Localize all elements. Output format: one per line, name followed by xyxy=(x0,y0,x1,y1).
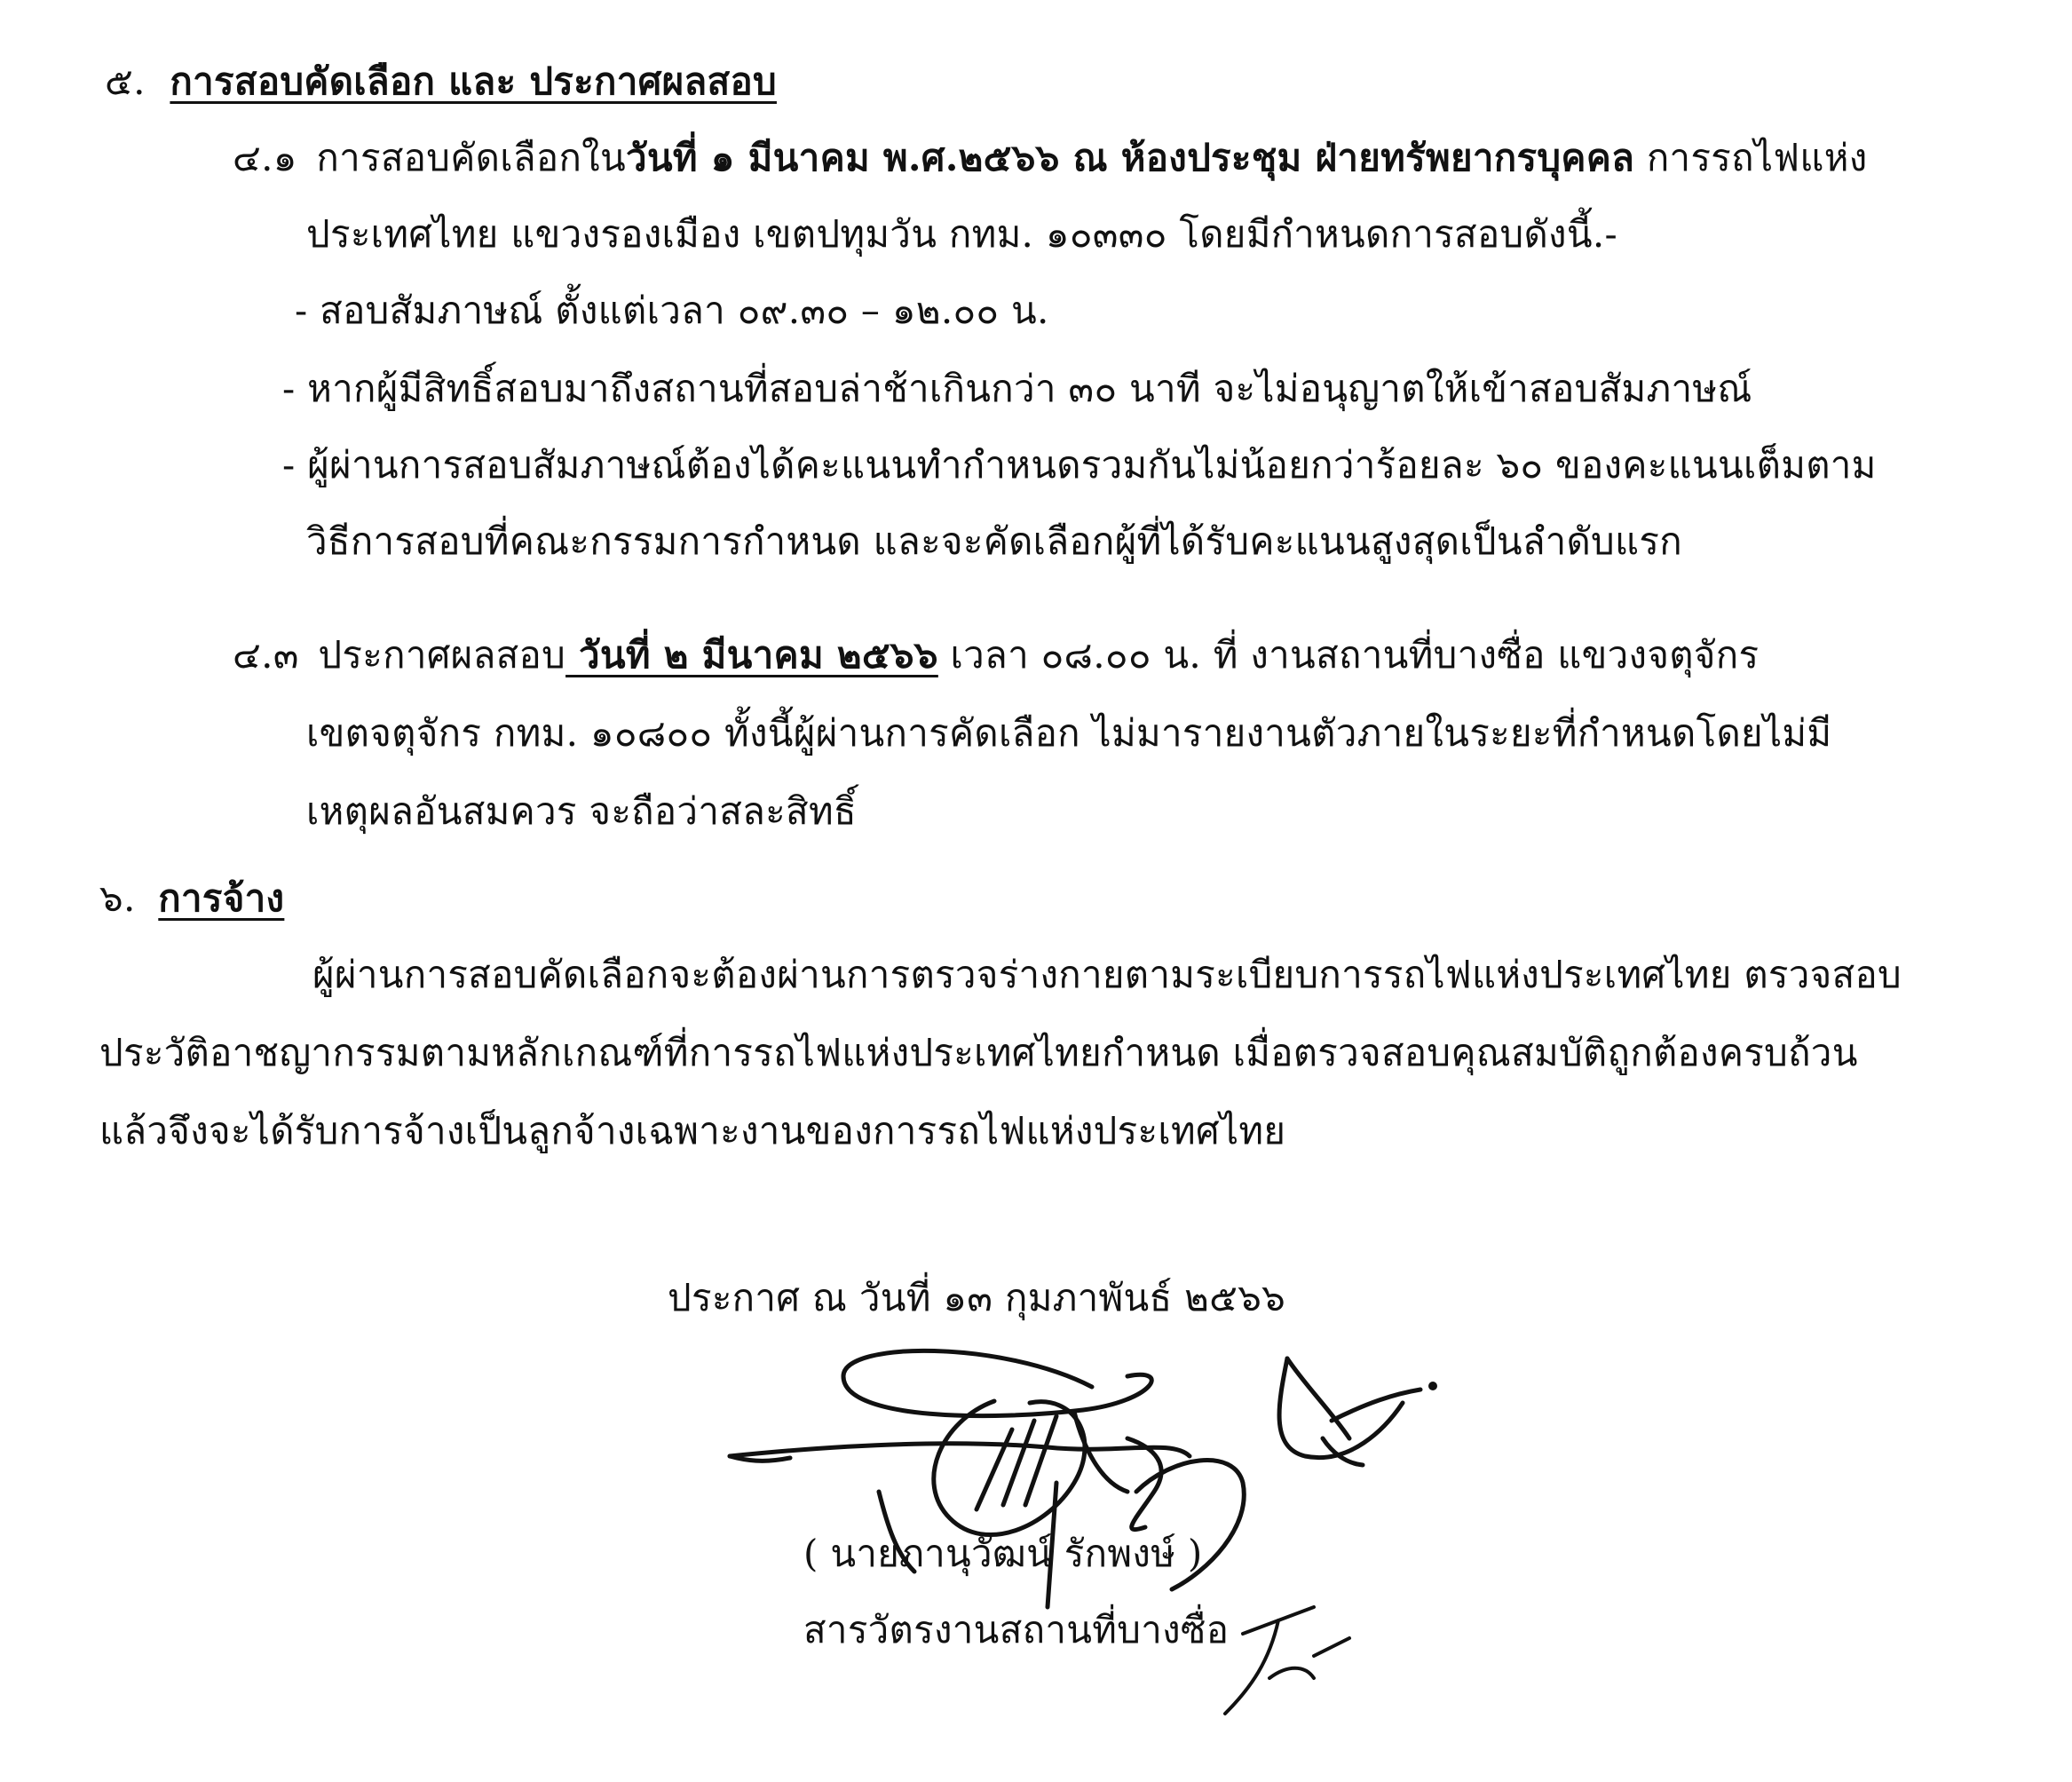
signer-name: ( นายภานุวัฒน์ รักพงษ์ ) xyxy=(803,1532,1203,1575)
item-4-3-number: ๔.๓ xyxy=(233,633,299,677)
item-4-1-line-1 xyxy=(233,131,1868,185)
item-4-3-line-2: เขตจตุจักร กทม. ๑๐๘๐๐ ทั้งนี้ผู้ผ่านการคัดเลือก ไม่มารายงานตัวภายในระยะที่กำหนดโดยไม่มี xyxy=(306,711,1832,755)
section-6-paragraph-line-1: ผู้ผ่านการสอบคัดเลือกจะต้องผ่านการตรวจร่างกายตามระเบียบการรถไฟแห่งประเทศไทย ตรวจสอบ xyxy=(312,953,1902,996)
announcement-date: ประกาศ ณ วันที่ ๑๓ กุมภาพันธ์ ๒๕๖๖ xyxy=(668,1276,1286,1319)
item-4-1-text-bold: วันที่ ๑ มีนาคม พ.ศ.๒๕๖๖ ณ ห้องประชุม ฝ่ายทรัพยากรบุคคล xyxy=(626,136,1635,179)
section-5-title: การสอบคัดเลือก และ ประกาศผลสอบ xyxy=(170,59,777,103)
item-4-3-line-3: เหตุผลอันสมควร จะถือว่าสละสิทธิ์ xyxy=(306,789,857,833)
item-4-1-bullet-1: - สอบสัมภาษณ์ ตั้งแต่เวลา ๐๙.๓๐ – ๑๒.๐๐ น. xyxy=(295,289,1049,332)
item-4-1-text-a: การสอบคัดเลือกใน xyxy=(316,136,626,179)
item-4-1-bullet-3-line-1: - ผู้ผ่านการสอบสัมภาษณ์ต้องได้คะแนนทำกำหนดรวมกันไม่น้อยกว่าร้อยละ ๖๐ ของคะแนนเต็มตาม xyxy=(282,443,1877,487)
item-4-1-text-c: การรถไฟแห่ง xyxy=(1646,136,1868,179)
item-4-1-number: ๔.๑ xyxy=(233,136,297,179)
section-6-title: การจ้าง xyxy=(158,876,285,920)
item-4-3-line-1 xyxy=(233,629,1759,682)
section-5-heading xyxy=(105,55,777,108)
section-6-paragraph-line-3: แล้วจึงจะได้รับการจ้างเป็นลูกจ้างเฉพาะงานของการรถไฟแห่งประเทศไทย xyxy=(99,1109,1286,1152)
section-6-paragraph-line-2: ประวัติอาชญากรรมตามหลักเกณฑ์ที่การรถไฟแห่งประเทศไทยกำหนด เมื่อตรวจสอบคุณสมบัติถูกต้องครบถ้วน xyxy=(99,1031,1858,1074)
item-4-1-line-2: ประเทศไทย แขวงรองเมือง เขตปทุมวัน กทม. ๑๐๓๓๐ โดยมีกำหนดการสอบดังนี้.- xyxy=(306,212,1617,256)
item-4-3-date: วันที่ ๒ มีนาคม ๒๕๖๖ xyxy=(565,633,938,677)
section-6-number: ๖. xyxy=(99,876,136,920)
item-4-1-bullet-2: - หากผู้มีสิทธิ์สอบมาถึงสถานที่สอบล่าช้าเกินกว่า ๓๐ นาที จะไม่อนุญาตให้เข้าสอบสัมภาษณ์ xyxy=(282,367,1752,410)
section-5-number: ๕. xyxy=(105,59,146,103)
signer-title: สารวัตรงานสถานที่บางซื่อ xyxy=(803,1608,1230,1651)
item-4-1-bullet-3-line-2: วิธีการสอบที่คณะกรรมการกำหนด และจะคัดเลือกผู้ที่ได้รับคะแนนสูงสุดเป็นลำดับแรก xyxy=(306,519,1682,563)
initials-mark xyxy=(1216,1589,1367,1723)
section-6-heading xyxy=(99,872,284,925)
item-4-3-text-c: เวลา ๐๘.๐๐ น. ที่ งานสถานที่บางซื่อ แขวงจตุจักร xyxy=(937,633,1760,677)
item-4-3-text-a: ประกาศผลสอบ xyxy=(318,633,566,677)
